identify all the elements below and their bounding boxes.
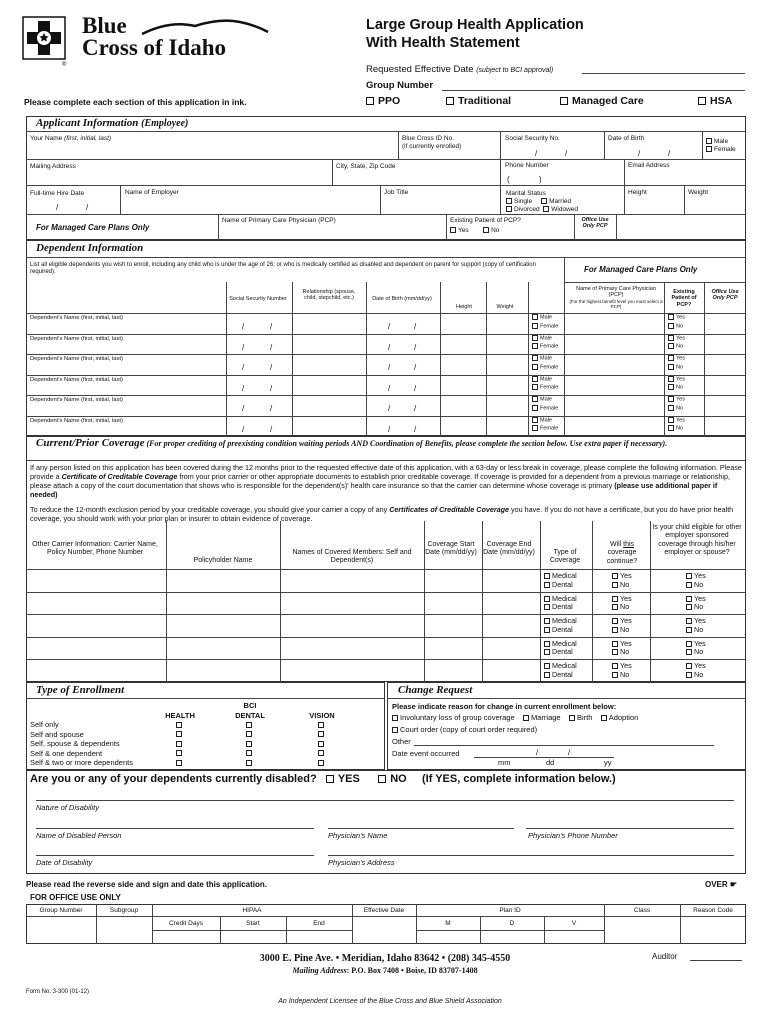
- dependent-row[interactable]: [30, 315, 220, 322]
- form-title: Large Group Health Application With Health Statement: [366, 17, 584, 51]
- checkbox-icon: [532, 396, 538, 402]
- coverage-title: Current/Prior Coverage (For proper crediting of preexisting condition waiting periods AND Coordination of Benefits, please complete the section below. Use extra paper if necessary).: [36, 437, 668, 449]
- plan-d: D: [509, 920, 515, 927]
- effective-date-row: Requested Effective Date (subject to BCI approval): [366, 64, 554, 75]
- checkbox-icon: [544, 573, 550, 579]
- office-col-group: Group Number: [39, 907, 83, 914]
- ink-instruction: Please complete each section of this application in ink.: [24, 97, 247, 107]
- checkbox-icon: [668, 405, 674, 411]
- medical-checkbox[interactable]: Medical: [544, 572, 577, 581]
- checkbox-icon: [612, 641, 618, 647]
- coverage-paragraph-1: If any person listed on this application has been covered during the 12 months prior to the requested effective date of this application, with a 63-day or less break in coverage, please complete the following information. Please provide a Certificate of Creditable Coverage from your prior carrier or other appropriate documents to establish prior creditable coverage. If coverage is provided for a dependent from a previous marriage or relationship, please attach a copy of the court documentation that shows who is responsible for the dependent(s)' health care insurance so that the carrier can determine whose coverage is primary (please use additional paper if needed): [30, 463, 742, 499]
- logo: ® Blue Cross of Idaho: [22, 14, 272, 64]
- checkbox-icon: [392, 715, 398, 721]
- dependent-female-checkbox[interactable]: Female: [532, 323, 558, 330]
- child-eligible-yes[interactable]: Yes: [686, 640, 706, 649]
- dependent-pcp-yes[interactable]: Yes: [668, 314, 685, 321]
- mailing-address-field[interactable]: Mailing Address: [30, 163, 76, 170]
- dependent-male-checkbox[interactable]: Male: [532, 355, 558, 362]
- job-title-field[interactable]: Job Title: [384, 189, 409, 196]
- checkbox-icon: [668, 343, 674, 349]
- hipaa-start: Start: [246, 920, 260, 927]
- plan-m: M: [445, 920, 451, 927]
- disability-date-label: Date of Disability: [36, 858, 93, 867]
- child-eligible-yes[interactable]: Yes: [686, 595, 706, 604]
- dependent-dob-field[interactable]: /: [388, 363, 391, 372]
- checkbox-icon: [686, 672, 692, 678]
- mailing-address: Mailing Address: P.O. Box 7408 • Boise, ID 83707-1408: [292, 966, 478, 975]
- medical-checkbox[interactable]: Medical: [544, 617, 577, 626]
- medical-checkbox[interactable]: Medical: [544, 595, 577, 604]
- dep-col-existing: Existing Patient of PCP?: [671, 289, 697, 308]
- dental-checkbox-icon[interactable]: [246, 722, 252, 728]
- dep-col-ssn: Social Security Number: [229, 296, 287, 302]
- dependent-row[interactable]: [30, 336, 220, 343]
- over-label: OVER ☛: [705, 880, 738, 889]
- dependent-name-label: Dependent's Name (first, initial, last): [30, 397, 123, 403]
- checkbox-icon: [544, 663, 550, 669]
- vision-checkbox-icon[interactable]: [318, 731, 324, 737]
- dependent-ssn-field[interactable]: /: [242, 363, 245, 372]
- nature-label: Nature of Disability: [36, 803, 99, 812]
- involuntary-loss-checkbox[interactable]: Involuntary loss of group coverage: [392, 713, 515, 722]
- applicant-sex: [706, 138, 736, 154]
- checkbox-icon: [532, 376, 538, 382]
- office-col-subgroup: Subgroup: [109, 907, 139, 914]
- dental-checkbox-icon[interactable]: [246, 750, 252, 756]
- checkbox-icon: [668, 355, 674, 361]
- child-eligible-no[interactable]: No: [686, 626, 706, 635]
- dependent-pcp-no[interactable]: No: [668, 343, 685, 350]
- medical-checkbox[interactable]: Medical: [544, 640, 577, 649]
- divorced-checkbox[interactable]: Divorced: [506, 206, 540, 213]
- form-number: Form No. 3-300 (01-12): [26, 989, 90, 995]
- continue-yes[interactable]: Yes: [612, 662, 632, 671]
- birth-checkbox[interactable]: Birth: [569, 713, 592, 722]
- physician-address-label: Physician's Address: [328, 858, 395, 867]
- checkbox-icon: [686, 649, 692, 655]
- checkbox-icon: [601, 715, 607, 721]
- dependent-male-checkbox[interactable]: Male: [532, 396, 558, 403]
- checkbox-icon: [450, 227, 456, 233]
- checkbox-icon: [686, 604, 692, 610]
- effective-date-field[interactable]: [582, 73, 745, 74]
- applicant-bci-id-field[interactable]: Blue Cross ID No. (if currently enrolled): [402, 135, 462, 150]
- continue-no[interactable]: No: [612, 581, 632, 590]
- dental-checkbox[interactable]: Dental: [544, 671, 577, 680]
- physician-address-field[interactable]: [328, 855, 734, 856]
- change-instruction: Please indicate reason for change in current enrollment below:: [392, 702, 617, 711]
- applicant-female-checkbox[interactable]: Female: [706, 146, 736, 154]
- pcp-name-field[interactable]: Name of Primary Care Physician (PCP): [222, 217, 336, 224]
- reverse-side-note: Please read the reverse side and sign and date this application.: [26, 880, 267, 889]
- company-address: 3000 E. Pine Ave. • Meridian, Idaho 83642 • (208) 345-4550: [259, 953, 511, 964]
- adoption-checkbox[interactable]: Adoption: [601, 713, 639, 722]
- dental-checkbox[interactable]: Dental: [544, 626, 577, 635]
- dental-checkbox-icon[interactable]: [246, 741, 252, 747]
- weight-field[interactable]: Weight: [688, 189, 709, 196]
- auditor-label: Auditor: [652, 952, 678, 961]
- phone-field[interactable]: Phone Number ( ): [505, 162, 549, 184]
- checkbox-icon: [668, 417, 674, 423]
- continue-yes[interactable]: Yes: [612, 617, 632, 626]
- group-number-field[interactable]: [442, 90, 745, 91]
- hipaa-end: End: [313, 920, 325, 927]
- checkbox-icon: [668, 384, 674, 390]
- dependent-pcp-no[interactable]: No: [668, 425, 685, 432]
- cov-col-type: Type of Coverage: [549, 549, 581, 565]
- checkbox-icon: [378, 775, 386, 783]
- checkbox-icon: [326, 775, 334, 783]
- enrollment-row: Self & one dependent: [30, 748, 103, 758]
- checkbox-icon: [612, 663, 618, 669]
- checkbox-icon: [532, 323, 538, 329]
- coverage-row[interactable]: [28, 593, 538, 614]
- coverage-row[interactable]: [28, 570, 538, 591]
- enrollment-health-col: HEALTH: [165, 711, 195, 720]
- disabled-yes-checkbox[interactable]: YES: [326, 773, 360, 785]
- plan-v: V: [571, 920, 577, 927]
- checkbox-icon: [544, 596, 550, 602]
- dependent-male-checkbox[interactable]: Male: [532, 314, 558, 321]
- continue-yes[interactable]: Yes: [612, 640, 632, 649]
- health-checkbox-icon[interactable]: [176, 750, 182, 756]
- office-use-label: FOR OFFICE USE ONLY: [30, 893, 121, 902]
- checkbox-icon: [532, 425, 538, 431]
- cov-col-continue: Will this coverage continue?: [606, 541, 638, 565]
- checkbox-icon: [668, 323, 674, 329]
- enrollment-bci: BCI: [243, 701, 257, 710]
- dependent-pcp-no[interactable]: No: [668, 323, 685, 330]
- continue-no[interactable]: No: [612, 671, 632, 680]
- checkbox-icon: [532, 417, 538, 423]
- medical-checkbox[interactable]: Medical: [544, 662, 577, 671]
- child-eligible-no[interactable]: No: [686, 603, 706, 612]
- disabled-no-checkbox[interactable]: NO: [378, 773, 407, 785]
- office-use-pcp: Office Use Only PCP: [581, 217, 609, 230]
- disabled-question: Are you or any of your dependents currently disabled? YES NO (If YES, complete information below.): [30, 773, 616, 785]
- dependent-ssn-field[interactable]: /: [242, 322, 245, 331]
- continue-yes[interactable]: Yes: [612, 572, 632, 581]
- dependent-row[interactable]: [30, 356, 220, 363]
- child-eligible-no[interactable]: No: [686, 671, 706, 680]
- checkbox-icon: [483, 227, 489, 233]
- applicant-title: Applicant Information (Employee): [36, 117, 189, 129]
- checkbox-icon: [541, 198, 547, 204]
- checkbox-icon: [686, 582, 692, 588]
- dependent-name-label: Dependent's Name (first, initial, last): [30, 417, 123, 424]
- licensee-note: An Independent Licensee of the Blue Cross and Blue Shield Association: [278, 998, 502, 1005]
- dependent-dob-field[interactable]: /: [388, 383, 391, 393]
- continue-yes[interactable]: Yes: [612, 595, 632, 604]
- dependent-female-checkbox[interactable]: Female: [532, 425, 558, 432]
- checkbox-icon: [612, 649, 618, 655]
- dependent-intro: List all eligible dependents you wish to enroll, including any child who is under the age of 26; or who is medically certified as disabled and dependent on parent for support (copy of certification required).: [30, 262, 536, 275]
- applicant-name-field[interactable]: Your Name (first, initial, last): [30, 135, 112, 142]
- checkbox-icon: [686, 573, 692, 579]
- marriage-checkbox[interactable]: Marriage: [523, 713, 561, 722]
- dep-col-pcp: Name of Primary Care Physician (PCP) (For the highest benefit level you must select a PCP): [569, 286, 663, 309]
- dependent-male-checkbox[interactable]: Male: [532, 417, 558, 424]
- dependent-row[interactable]: [30, 418, 220, 425]
- checkbox-icon: [698, 97, 706, 105]
- enrollment-row: Self only: [30, 720, 59, 729]
- continue-no[interactable]: No: [612, 603, 632, 612]
- checkbox-icon: [523, 715, 529, 721]
- physician-name-field[interactable]: [328, 828, 514, 829]
- checkbox-icon: [366, 97, 374, 105]
- employer-field[interactable]: Name of Employer: [125, 189, 179, 196]
- dependent-name-label: Dependent's Name (first, initial, last): [30, 315, 123, 321]
- health-checkbox-icon[interactable]: [176, 760, 182, 766]
- vision-checkbox-icon[interactable]: [318, 722, 324, 728]
- checkbox-icon: [544, 604, 550, 610]
- dependent-pcp-yes[interactable]: Yes: [668, 417, 685, 424]
- change-date-label: Date event occurred: [392, 749, 460, 758]
- blue-cross-logo-icon: [22, 16, 66, 60]
- physician-phone-field[interactable]: [526, 828, 734, 829]
- vision-checkbox-icon[interactable]: [318, 750, 324, 756]
- dependent-dob-field[interactable]: /: [388, 342, 391, 352]
- disabled-person-label: Name of Disabled Person: [36, 831, 122, 840]
- enrollment-row: Self, spouse & dependents: [30, 739, 120, 749]
- checkbox-icon: [612, 604, 618, 610]
- cov-col-carrier: Other Carrier Information: Carrier Name, Policy Number, Phone Number: [32, 541, 158, 557]
- checkbox-icon: [532, 343, 538, 349]
- cov-col-child: Is your child eligible for other employer sponsored coverage through his/her employer or spouse?: [652, 524, 742, 557]
- dependent-row[interactable]: [30, 397, 220, 404]
- logo-line1: Blue: [82, 13, 127, 38]
- checkbox-icon: [532, 405, 538, 411]
- applicant-dob-field[interactable]: Date of Birth / /: [608, 135, 671, 158]
- vision-checkbox-icon[interactable]: [318, 741, 324, 747]
- court-order-checkbox[interactable]: Court order (copy of court order required): [392, 725, 537, 734]
- dependent-ssn-field[interactable]: /: [242, 383, 245, 393]
- yy-label: yy: [604, 758, 612, 767]
- office-col-effective: Effective Date: [363, 907, 405, 914]
- dep-col-relationship: Relationship (spouse, child, stepchild, etc.): [302, 289, 356, 302]
- city-state-zip-field[interactable]: City, State, Zip Code: [336, 163, 396, 170]
- hire-date-field[interactable]: Full-time Hire Date / /: [30, 190, 89, 212]
- dependent-row[interactable]: [30, 377, 220, 384]
- plan-traditional[interactable]: Traditional: [446, 95, 511, 107]
- dep-col-dob: Date of Birth (mm/dd/yy): [372, 296, 432, 302]
- change-date-field[interactable]: [474, 757, 614, 758]
- dental-checkbox[interactable]: Dental: [544, 581, 577, 590]
- office-col-reason: Reason Code: [693, 907, 733, 914]
- checkbox-icon: [446, 97, 454, 105]
- dependent-dob-field[interactable]: /: [388, 404, 391, 413]
- enrollment-vision-col: VISION: [309, 711, 335, 720]
- dependent-pcp-yes[interactable]: Yes: [668, 355, 685, 362]
- email-field[interactable]: Email Address: [628, 162, 670, 169]
- health-checkbox-icon[interactable]: [176, 731, 182, 737]
- cov-col-end: Coverage End Date (mm/dd/yy): [483, 541, 535, 557]
- continue-no[interactable]: No: [612, 626, 632, 635]
- single-checkbox[interactable]: Single: [506, 198, 532, 205]
- dental-checkbox-icon[interactable]: [246, 760, 252, 766]
- dependent-managed-label: For Managed Care Plans Only: [584, 265, 698, 274]
- enrollment-row: Self & two or more dependents: [30, 758, 133, 768]
- enrollment-row: Self and spouse: [30, 729, 84, 739]
- child-eligible-yes[interactable]: Yes: [686, 617, 706, 626]
- mountain-icon: [140, 16, 270, 38]
- checkbox-icon: [544, 627, 550, 633]
- auditor-field[interactable]: [690, 960, 742, 961]
- checkbox-icon: [544, 582, 550, 588]
- dependent-pcp-no[interactable]: No: [668, 384, 685, 391]
- widowed-checkbox[interactable]: Widowed: [543, 206, 578, 213]
- nature-disability-field[interactable]: [36, 800, 734, 801]
- checkbox-icon: [612, 582, 618, 588]
- checkbox-icon: [544, 672, 550, 678]
- dependent-female-checkbox[interactable]: Female: [532, 405, 558, 412]
- child-eligible-yes[interactable]: Yes: [686, 662, 706, 671]
- dependent-title: Dependent Information: [36, 242, 144, 254]
- checkbox-icon: [668, 335, 674, 341]
- dental-checkbox-icon[interactable]: [246, 731, 252, 737]
- enrollment-dental-col: DENTAL: [235, 711, 265, 720]
- cov-col-start: Coverage Start Date (mm/dd/yy): [425, 541, 477, 557]
- cov-col-holder: Policyholder Name: [193, 557, 253, 564]
- hand-pointer-icon: ☛: [729, 880, 738, 889]
- coverage-row[interactable]: [28, 615, 538, 636]
- coverage-row[interactable]: [28, 660, 538, 681]
- child-eligible-no[interactable]: No: [686, 648, 706, 657]
- change-reasons: [392, 713, 638, 722]
- dependent-ssn-field[interactable]: /: [242, 404, 245, 413]
- child-eligible-no[interactable]: No: [686, 581, 706, 590]
- dependent-name-label: Dependent's Name (first, initial, last): [30, 356, 123, 362]
- disability-date-field[interactable]: [36, 855, 314, 856]
- checkbox-icon: [686, 641, 692, 647]
- checkbox-icon: [544, 649, 550, 655]
- dependent-female-checkbox[interactable]: Female: [532, 364, 558, 371]
- change-title: Change Request: [398, 684, 473, 696]
- dependent-ssn-field[interactable]: /: [242, 424, 245, 434]
- height-field[interactable]: Height: [628, 189, 647, 196]
- checkbox-icon: [686, 627, 692, 633]
- checkbox-icon: [532, 314, 538, 320]
- change-other-field[interactable]: [414, 745, 714, 746]
- checkbox-icon: [686, 618, 692, 624]
- checkbox-icon: [506, 206, 512, 212]
- dep-col-weight: Weight: [496, 304, 514, 310]
- checkbox-icon: [532, 355, 538, 361]
- cov-col-members: Names of Covered Members: Self and Dependent(s): [292, 549, 412, 565]
- checkbox-icon: [560, 97, 568, 105]
- dependent-name-label: Dependent's Name (first, initial, last): [30, 335, 123, 342]
- logo-line2: Cross of Idaho: [82, 35, 226, 60]
- dependent-name-label: Dependent's Name (first, initial, last): [30, 376, 123, 383]
- checkbox-icon: [569, 715, 575, 721]
- dependent-male-checkbox[interactable]: Male: [532, 376, 558, 383]
- checkbox-icon: [612, 573, 618, 579]
- dependent-ssn-field[interactable]: /: [242, 342, 245, 352]
- enrollment-title: Type of Enrollment: [36, 684, 125, 696]
- dependent-pcp-yes[interactable]: Yes: [668, 396, 685, 403]
- disabled-person-field[interactable]: [36, 828, 314, 829]
- checkbox-icon: [686, 663, 692, 669]
- applicant-ssn-field[interactable]: Social Security No. / /: [505, 135, 568, 158]
- checkbox-icon: [612, 618, 618, 624]
- applicant-male-checkbox[interactable]: Male: [706, 138, 736, 146]
- checkbox-icon: [544, 618, 550, 624]
- checkbox-icon: [668, 376, 674, 382]
- office-col-class: Class: [633, 907, 651, 914]
- physician-phone-label: Physician's Phone Number: [528, 831, 618, 840]
- mm-label: mm: [498, 758, 511, 767]
- checkbox-icon: [544, 641, 550, 647]
- checkbox-icon: [668, 425, 674, 431]
- checkbox-icon: [532, 364, 538, 370]
- dependent-female-checkbox[interactable]: Female: [532, 384, 558, 391]
- checkbox-icon: [612, 627, 618, 633]
- checkbox-icon: [706, 138, 712, 144]
- checkbox-icon: [706, 146, 712, 152]
- checkbox-icon: [543, 206, 549, 212]
- checkbox-icon: [668, 396, 674, 402]
- dep-col-height: Height: [456, 304, 472, 310]
- health-checkbox-icon[interactable]: [176, 741, 182, 747]
- plan-managed-care[interactable]: Managed Care: [560, 95, 644, 107]
- checkbox-icon: [532, 384, 538, 390]
- health-checkbox-icon[interactable]: [176, 722, 182, 728]
- managed-care-label: For Managed Care Plans Only: [36, 223, 150, 232]
- vision-checkbox-icon[interactable]: [318, 760, 324, 766]
- existing-pcp-no[interactable]: No: [483, 227, 499, 234]
- dd-label: dd: [546, 758, 555, 767]
- dependent-pcp-yes[interactable]: Yes: [668, 335, 685, 342]
- office-col-plan: Plan ID: [499, 907, 521, 914]
- checkbox-icon: [506, 198, 512, 204]
- checkbox-icon: [612, 596, 618, 602]
- group-number-label: Group Number: [366, 80, 434, 91]
- plan-hsa[interactable]: HSA: [698, 95, 732, 107]
- dental-checkbox[interactable]: Dental: [544, 648, 577, 657]
- dependent-male-checkbox[interactable]: Male: [532, 335, 558, 342]
- checkbox-icon: [668, 314, 674, 320]
- coverage-row[interactable]: [28, 638, 538, 659]
- marital-status: Marital Status Single Married Divorced Widowed: [506, 190, 579, 213]
- checkbox-icon: [612, 672, 618, 678]
- dependent-dob-field[interactable]: /: [388, 424, 391, 434]
- office-col-hipaa: HIPAA: [242, 907, 262, 914]
- checkbox-icon: [686, 596, 692, 602]
- checkbox-icon: [532, 335, 538, 341]
- dental-checkbox[interactable]: Dental: [544, 603, 577, 612]
- dependent-female-checkbox[interactable]: Female: [532, 343, 558, 350]
- change-other-label: Other: [392, 737, 411, 746]
- dependent-dob-field[interactable]: /: [388, 322, 391, 331]
- checkbox-icon: [392, 727, 398, 733]
- dep-col-office: Office Use Only PCP: [711, 289, 739, 302]
- dependent-pcp-no[interactable]: No: [668, 405, 685, 412]
- existing-pcp-yes[interactable]: Yes: [450, 227, 469, 234]
- existing-pcp: Existing Patient of PCP? Yes No: [450, 217, 521, 234]
- coverage-paragraph-2: To reduce the 12-month exclusion period by your creditable coverage, you should give your carrier a copy of any Certificates of Creditable Coverage you have. If you do not have a certificate, but you do have prior health coverage, you should work with your prior plan or insurer to obtain evidence of coverage.: [30, 505, 734, 523]
- dependent-pcp-no[interactable]: No: [668, 364, 685, 371]
- hipaa-credit-days: Credit Days: [169, 920, 203, 927]
- married-checkbox[interactable]: Married: [541, 198, 571, 205]
- continue-no[interactable]: No: [612, 648, 632, 657]
- dependent-pcp-yes[interactable]: Yes: [668, 376, 685, 383]
- physician-name-label: Physician's Name: [328, 831, 388, 840]
- child-eligible-yes[interactable]: Yes: [686, 572, 706, 581]
- plan-ppo[interactable]: PPO: [366, 95, 400, 107]
- checkbox-icon: [668, 364, 674, 370]
